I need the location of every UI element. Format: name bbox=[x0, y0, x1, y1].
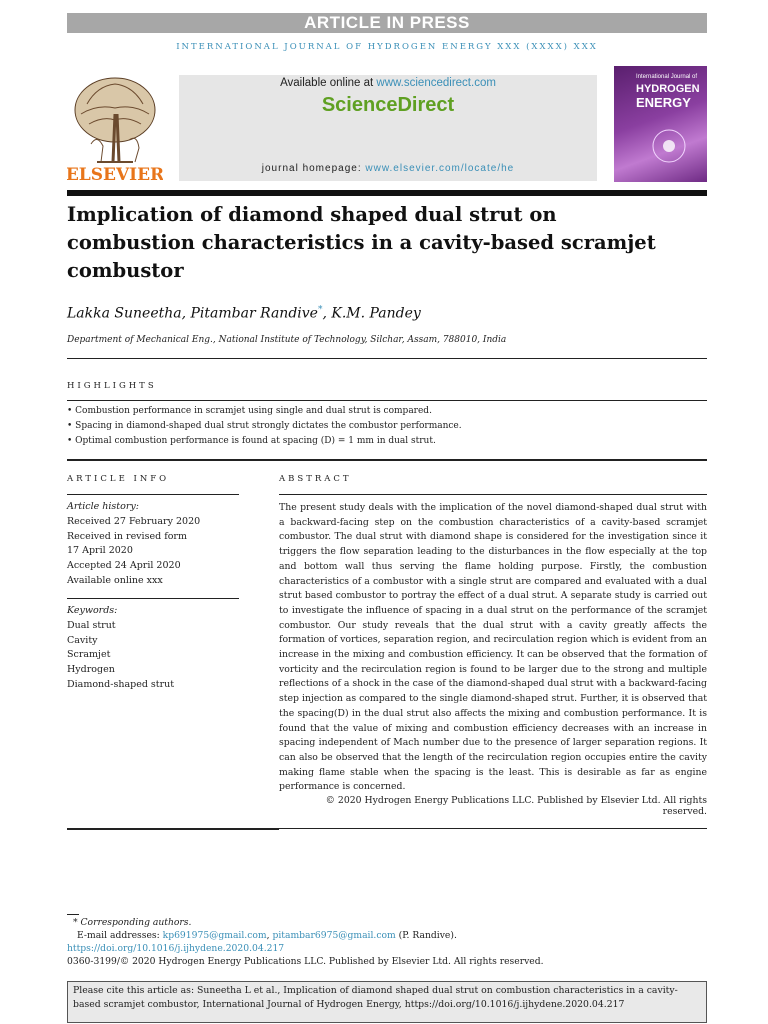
sciencedirect-link[interactable]: www.sciencedirect.com bbox=[376, 77, 496, 89]
authors-rest: , K.M. Pandey bbox=[322, 305, 421, 322]
doi-link[interactable]: https://doi.org/10.1016/j.ijhydene.2020.04.217 bbox=[67, 943, 285, 954]
homepage-prefix: journal homepage: bbox=[261, 163, 366, 174]
keywords-block bbox=[67, 604, 174, 693]
keyword: Scramjet bbox=[67, 649, 111, 661]
elsevier-wordmark: ELSEVIER bbox=[67, 165, 163, 185]
footnote-rule bbox=[67, 914, 79, 915]
abstract-heading: ABSTRACT bbox=[279, 474, 352, 484]
email-label: E-mail addresses: bbox=[77, 930, 163, 941]
article-in-press-label: ARTICLE IN PRESS bbox=[304, 13, 470, 32]
history-item: Accepted 24 April 2020 bbox=[67, 560, 181, 572]
available-online bbox=[179, 77, 597, 89]
history-label: Article history: bbox=[67, 501, 139, 512]
sciencedirect-box bbox=[179, 75, 597, 181]
highlight-item: • Spacing in diamond-shaped dual strut strongly dictates the combustor performance. bbox=[67, 421, 462, 431]
citation-box bbox=[67, 981, 707, 1023]
divider bbox=[67, 828, 279, 830]
email-line bbox=[67, 929, 544, 942]
author-list bbox=[67, 305, 421, 322]
available-online-prefix: Available online at bbox=[280, 77, 377, 89]
history-item: 17 April 2020 bbox=[67, 545, 133, 557]
elsevier-logo bbox=[67, 74, 163, 186]
history-item: Received 27 February 2020 bbox=[67, 515, 201, 527]
divider bbox=[67, 459, 707, 461]
corresponding-note: * Corresponding authors. bbox=[73, 917, 192, 928]
email-suffix: (P. Randive). bbox=[395, 930, 457, 941]
affiliation: Department of Mechanical Eng., National Institute of Technology, Silchar, Assam, 788010, India bbox=[67, 335, 507, 345]
article-history bbox=[67, 500, 200, 589]
divider bbox=[279, 494, 707, 495]
citation-text: Please cite this article as: Suneetha L et al., Implication of diamond shaped dual strut on combustion characteristics in a cavity-based scramjet combustor, International Journal of Hydrogen Energy, https://doi.org/10.1016/j.ijhydene.2020.04.217 bbox=[73, 985, 678, 1010]
email-link-1[interactable]: kp691975@gmail.com bbox=[162, 930, 267, 941]
email-link-2[interactable]: pitambar6975@gmail.com bbox=[272, 930, 396, 941]
keyword: Diamond-shaped strut bbox=[67, 678, 175, 690]
divider bbox=[67, 598, 239, 599]
corresponding-author-mark[interactable]: * bbox=[317, 305, 323, 315]
keyword: Cavity bbox=[67, 634, 98, 646]
keywords-label: Keywords: bbox=[67, 605, 118, 616]
abstract-copyright: © 2020 Hydrogen Energy Publications LLC. Published by Elsevier Ltd. All rights reserved. bbox=[325, 795, 707, 817]
issn-line: 0360-3199/© 2020 Hydrogen Energy Publications LLC. Published by Elsevier Ltd. All rights reserved. bbox=[67, 956, 544, 967]
divider bbox=[279, 828, 707, 829]
journal-homepage bbox=[179, 163, 597, 174]
cover-graphic bbox=[644, 124, 694, 170]
article-info-heading: ARTICLE INFO bbox=[67, 474, 170, 484]
cover-title-1: HYDROGEN bbox=[636, 83, 700, 95]
header-rule bbox=[67, 190, 707, 196]
email-separator: , bbox=[266, 930, 273, 941]
highlights-heading: HIGHLIGHTS bbox=[67, 381, 157, 391]
keyword: Dual strut bbox=[67, 619, 116, 631]
authors-main: Lakka Suneetha, Pitambar Randive bbox=[67, 305, 318, 322]
journal-cover bbox=[614, 66, 707, 182]
sciencedirect-brand: ScienceDirect bbox=[321, 94, 455, 116]
footnotes bbox=[67, 916, 544, 968]
history-item: Available online xxx bbox=[67, 574, 163, 586]
divider bbox=[67, 358, 707, 359]
divider bbox=[67, 400, 707, 401]
elsevier-tree-icon bbox=[67, 74, 163, 186]
article-title: Implication of diamond shaped dual strut on combustion characteristics in a cavity-based scramjet combustor bbox=[67, 203, 656, 282]
divider bbox=[67, 494, 239, 495]
article-in-press-banner bbox=[67, 13, 707, 33]
cover-title-2: ENERGY bbox=[636, 95, 691, 110]
abstract-text: The present study deals with the implication of the novel diamond-shaped dual strut with a backward-facing step on the combustion characteristics of a cavity-based scramjet combustor. The dual strut with diamond shape is considered for the investigation since it triggers the flow separation leading to the disturbances in the flow especially at the top and bottom wall thus serving the flame holding purpose. Firstly, the combustion characteristics of a combustor with a single strut are compared and evaluated with a dual strut based combustor to portray the effect of a dual strut. A separate study is carried out to investigate the influence of spacing in a dual strut on the performance of the scramjet combustor. Our study reveals that the dual strut with a cavity greatly affects the formation of vortices, separation region, and recirculation region which is evident from an increase in the mixing and combustion efficiency. It can be observed that the formation of vorticity and the recirculation region is found to be larger due to the strong and multiple reflections of a shock in the case of the diamond-shaped dual strut with a backward-facing step injection as compared to the single diamond-shaped strut. Further, it is observed that the spacing(D) in the dual strut also affects the mixing and combustion performance. It is found that the value of mixing and combustion efficiency decreases with an increase in spacing independent of Mach number due to the presence of larger separation regions. It can also be observed that the length of the recirculation region occupies entire the cavity making flame stable when the spacing is the least. This is desirable as far as engine performance is concerned. bbox=[279, 502, 708, 793]
keyword: Hydrogen bbox=[67, 664, 115, 676]
journal-running-head: INTERNATIONAL JOURNAL OF HYDROGEN ENERGY XXX (XXXX) XXX bbox=[176, 42, 598, 52]
cover-subtitle: International Journal of bbox=[636, 74, 698, 80]
history-item: Received in revised form bbox=[67, 530, 187, 542]
homepage-link[interactable]: www.elsevier.com/locate/he bbox=[365, 163, 515, 174]
highlight-item: • Combustion performance in scramjet using single and dual strut is compared. bbox=[67, 406, 432, 416]
highlight-item: • Optimal combustion performance is found at spacing (D) = 1 mm in dual strut. bbox=[67, 436, 436, 446]
